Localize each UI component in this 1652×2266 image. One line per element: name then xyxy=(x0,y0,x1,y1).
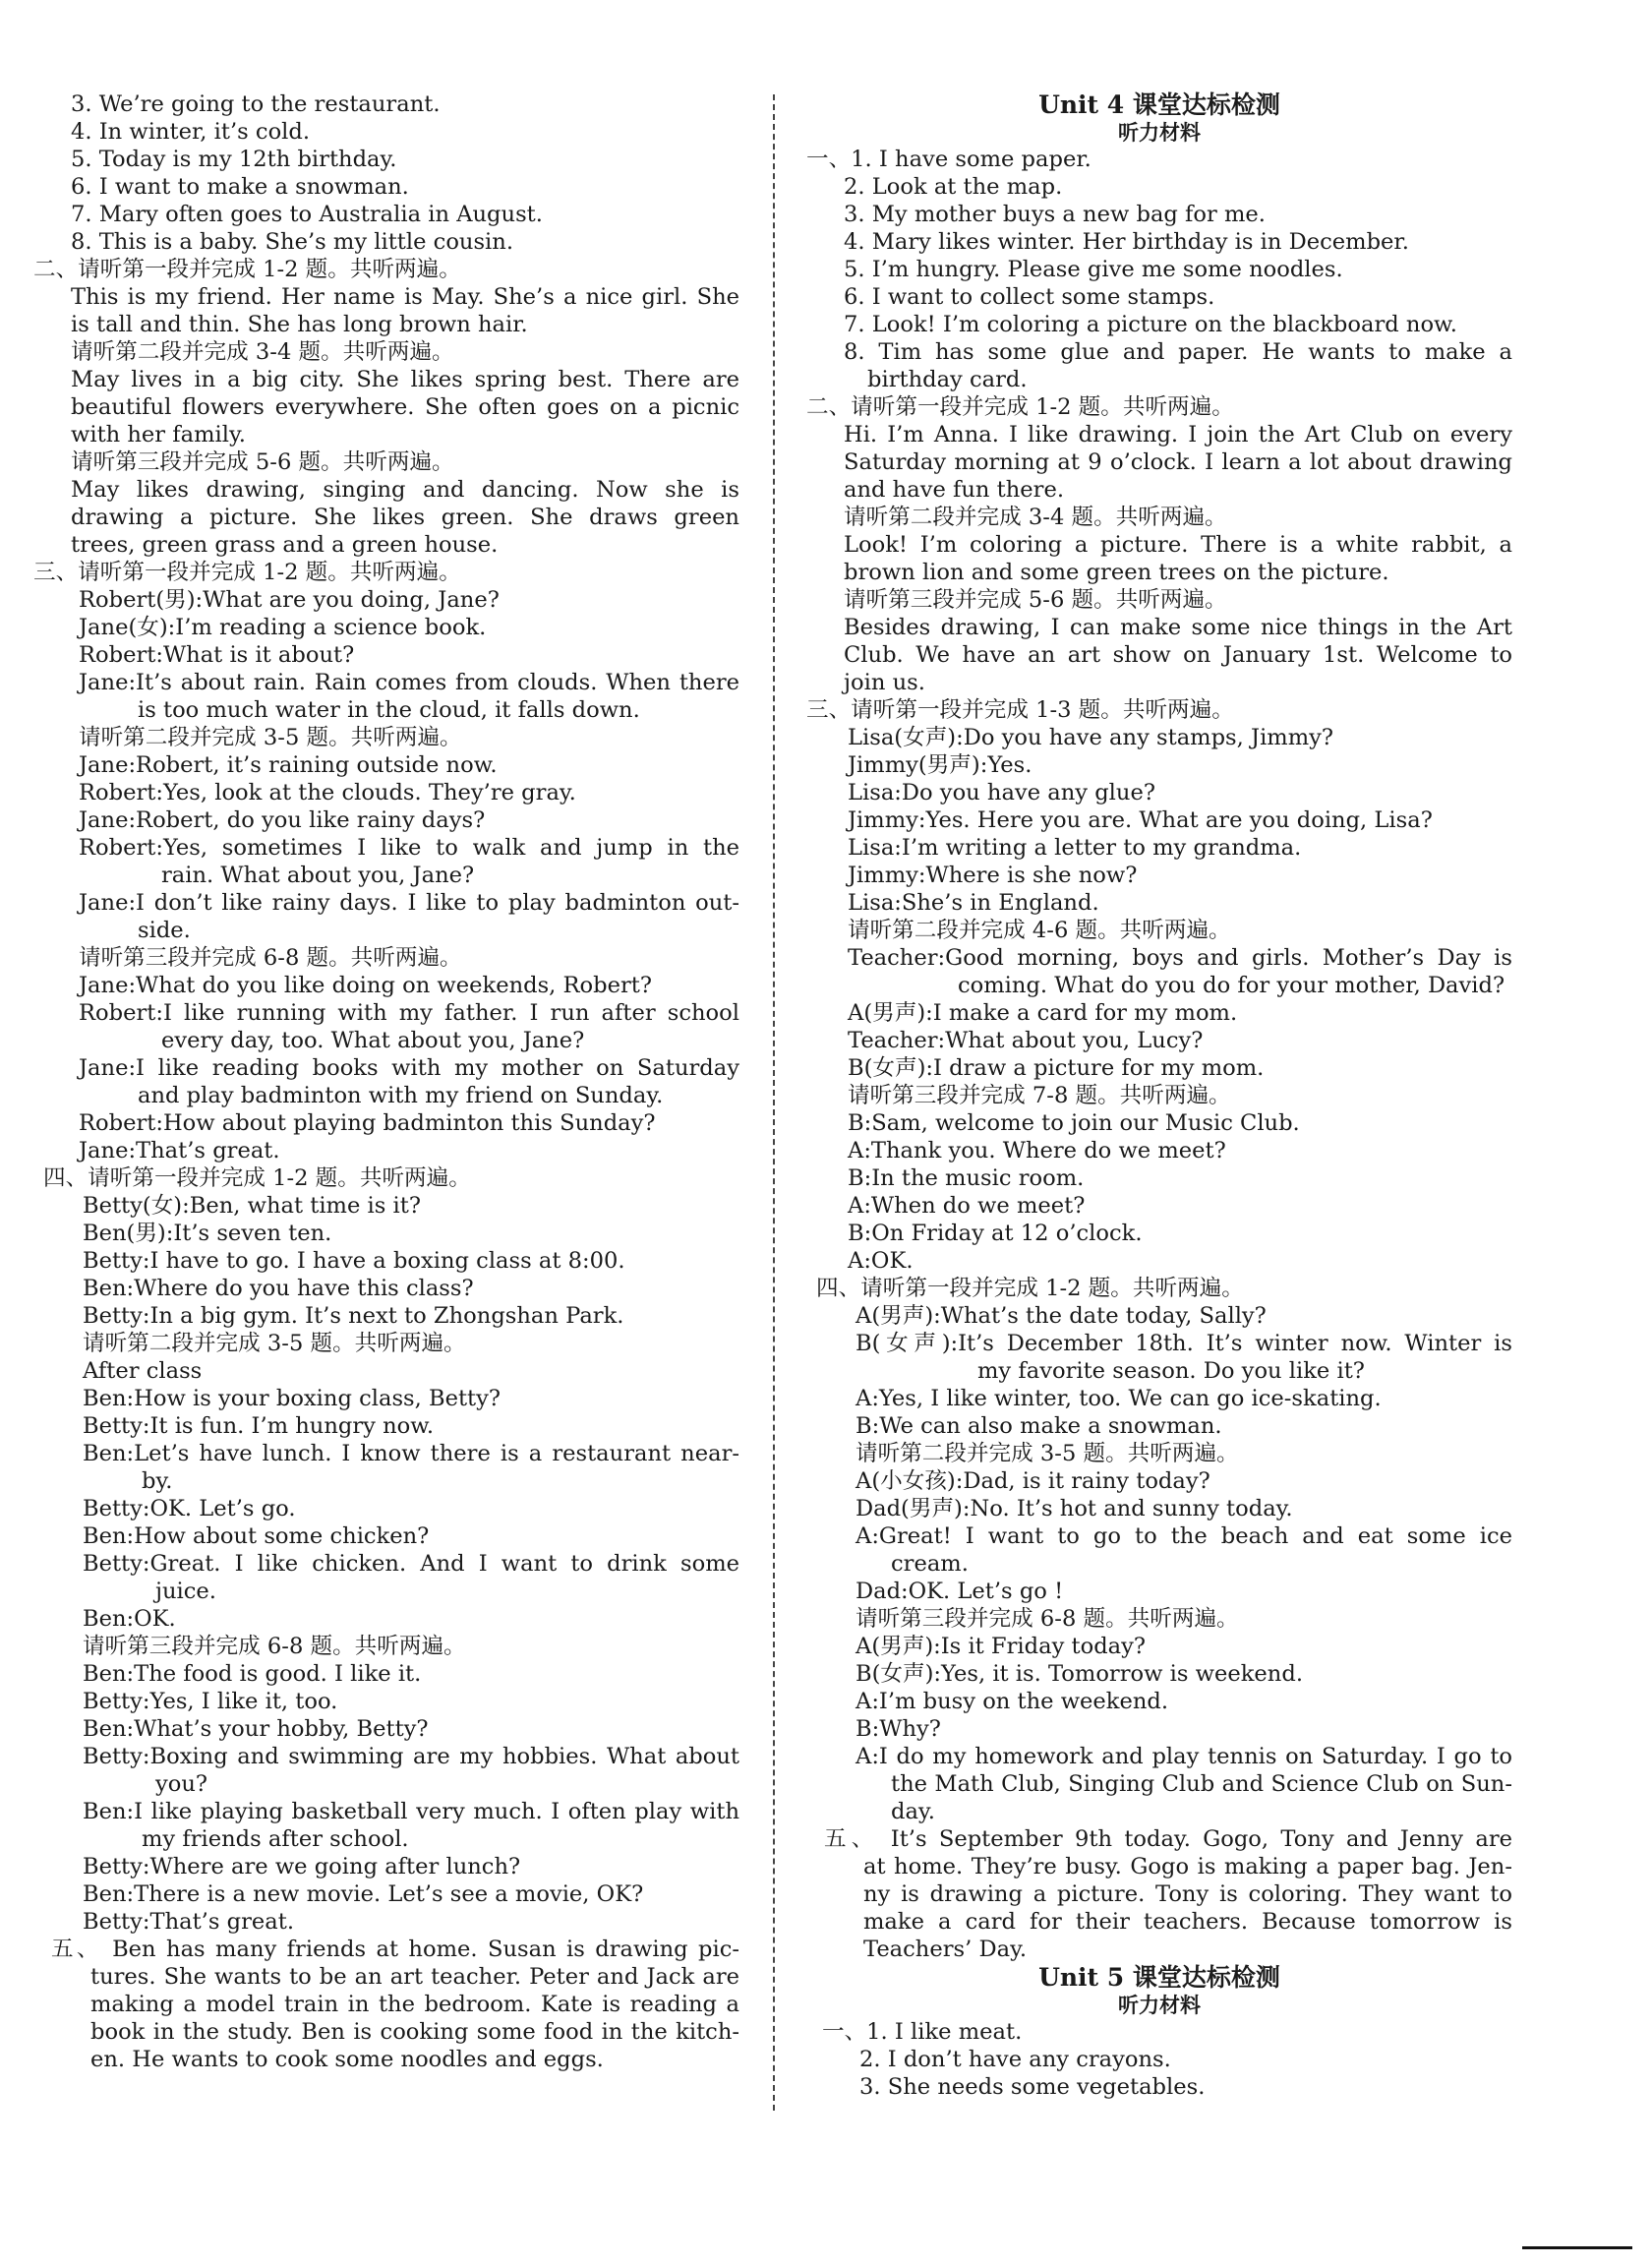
line-text: Betty:Boxing and swimming are my hobbies. What about xyxy=(83,1744,739,1769)
text-line xyxy=(806,1770,1512,1798)
text-line xyxy=(806,1908,1512,1936)
text-line xyxy=(806,1357,1512,1385)
text-line xyxy=(33,806,739,834)
text-line xyxy=(806,1578,1512,1605)
text-line xyxy=(806,1853,1512,1880)
line-text: 5. Today is my 12th birthday. xyxy=(71,147,397,172)
line-text: coming. What do you do for your mother, David? xyxy=(958,973,1505,998)
line-text: Lisa:Do you have any glue? xyxy=(848,780,1155,805)
text-line xyxy=(806,283,1512,311)
line-text: Ben(男):It’s seven ten. xyxy=(83,1221,332,1246)
text-line xyxy=(806,834,1512,862)
text-line xyxy=(33,393,739,421)
text-line xyxy=(33,917,739,944)
text-line xyxy=(33,1247,739,1275)
text-line xyxy=(33,366,739,393)
text-line xyxy=(806,1880,1512,1908)
line-text: Betty:OK. Let’s go. xyxy=(83,1496,296,1521)
line-text: 请听第三段并完成 6-8 题。共听两遍。 xyxy=(79,945,462,971)
line-text: 5. I’m hungry. Please give me some noodles. xyxy=(844,257,1343,282)
text-line xyxy=(806,1495,1512,1522)
line-text: This is my friend. Her name is May. She’s a nice girl. She xyxy=(71,284,739,310)
line-text: Betty:It is fun. I’m hungry now. xyxy=(83,1413,435,1439)
line-text: Lisa:She’s in England. xyxy=(848,890,1099,916)
line-text: ny is drawing a picture. Tony is coloring. They want to xyxy=(863,1881,1512,1907)
text-line xyxy=(33,1330,739,1357)
text-line xyxy=(806,256,1512,283)
text-line xyxy=(33,1550,739,1578)
line-text: 8. This is a baby. She’s my little cousin. xyxy=(71,229,514,255)
text-line xyxy=(806,1440,1512,1467)
line-text: B:In the music room. xyxy=(848,1165,1085,1191)
line-text: rain. What about you, Jane? xyxy=(161,863,475,888)
line-text: the Math Club, Singing Club and Science Club on Sun- xyxy=(891,1771,1512,1797)
line-text: 请听第三段并完成 5-6 题。共听两遍。 xyxy=(844,587,1227,613)
text-line xyxy=(33,559,739,586)
line-text: 8. Tim has some glue and paper. He wants to make a xyxy=(844,339,1512,365)
text-line xyxy=(806,972,1512,999)
line-text: Jane:Robert, do you like rainy days? xyxy=(79,807,486,833)
line-text: Jane:Robert, it’s raining outside now. xyxy=(79,752,498,778)
text-line xyxy=(33,311,739,338)
line-text: 五、 It’s September 9th today. Gogo, Tony and Jenny are xyxy=(824,1826,1512,1852)
line-text: birthday card. xyxy=(867,367,1028,392)
line-text: 三、请听第一段并完成 1-2 题。共听两遍。 xyxy=(33,560,461,585)
line-text: After class xyxy=(83,1358,203,1384)
text-line xyxy=(33,1192,739,1220)
text-line xyxy=(33,669,739,696)
line-text: Betty:Yes, I like it, too. xyxy=(83,1689,338,1714)
text-line xyxy=(33,779,739,806)
line-text: 请听第二段并完成 3-5 题。共听两遍。 xyxy=(79,725,462,750)
text-line xyxy=(33,256,739,283)
text-line xyxy=(33,146,739,173)
text-line xyxy=(33,338,739,366)
line-text: you? xyxy=(155,1771,208,1797)
text-line xyxy=(33,724,739,751)
text-line xyxy=(806,1164,1512,1192)
section-subtitle xyxy=(806,120,1512,146)
text-line xyxy=(33,696,739,724)
text-line xyxy=(806,1715,1512,1743)
text-line xyxy=(806,366,1512,393)
line-text: day. xyxy=(891,1799,935,1824)
line-text: Saturday morning at 9 o’clock. I learn a lot about drawing xyxy=(844,449,1512,475)
right-column xyxy=(806,90,1512,2101)
line-text: A:Thank you. Where do we meet? xyxy=(848,1138,1226,1163)
text-line xyxy=(33,586,739,614)
line-text: B:On Friday at 12 o’clock. xyxy=(848,1221,1143,1246)
text-line xyxy=(806,669,1512,696)
text-line xyxy=(806,944,1512,972)
text-line xyxy=(33,999,739,1027)
line-text: Lisa:I’m writing a letter to my grandma. xyxy=(848,835,1302,861)
line-text: A(男声):I make a card for my mom. xyxy=(848,1000,1238,1026)
text-line xyxy=(33,283,739,311)
line-text: Ben:How about some chicken? xyxy=(83,1523,430,1549)
line-text: 3. She needs some vegetables. xyxy=(859,2074,1206,2100)
text-line xyxy=(33,1302,739,1330)
text-line xyxy=(33,1137,739,1164)
line-text: A(男声):What’s the date today, Sally? xyxy=(856,1303,1267,1329)
text-line xyxy=(806,1743,1512,1770)
line-text: join us. xyxy=(844,670,925,695)
line-text: 2. I don’t have any crayons. xyxy=(859,2047,1171,2072)
text-line xyxy=(806,586,1512,614)
line-text: 听力材料 xyxy=(1118,1993,1201,2017)
line-text: 请听第三段并完成 5-6 题。共听两遍。 xyxy=(71,449,454,475)
line-text: tures. She wants to be an art teacher. Peter and Jack are xyxy=(90,1964,739,1990)
text-line xyxy=(33,1633,739,1660)
line-text: Dad(男声):No. It’s hot and sunny today. xyxy=(856,1496,1293,1521)
text-line xyxy=(806,1109,1512,1137)
bottom-rule xyxy=(1522,2246,1632,2249)
text-line xyxy=(33,448,739,476)
text-line xyxy=(806,696,1512,724)
section-subtitle xyxy=(806,1993,1512,2018)
line-text: Betty(女):Ben, what time is it? xyxy=(83,1193,421,1219)
text-line xyxy=(33,90,739,118)
text-line xyxy=(806,641,1512,669)
line-text: 2. Look at the map. xyxy=(844,174,1063,200)
line-text: juice. xyxy=(155,1579,216,1604)
line-text: Ben:There is a new movie. Let’s see a movie, OK? xyxy=(83,1881,644,1907)
text-line xyxy=(806,201,1512,228)
line-text: 请听第二段并完成 3-5 题。共听两遍。 xyxy=(83,1331,466,1356)
text-line xyxy=(33,1908,739,1936)
text-line xyxy=(33,862,739,889)
text-line xyxy=(33,2018,739,2046)
line-text: May lives in a big city. She likes spring best. There are xyxy=(71,367,739,392)
text-line xyxy=(806,751,1512,779)
line-text: A(小女孩):Dad, is it rainy today? xyxy=(856,1468,1210,1494)
text-line xyxy=(806,917,1512,944)
line-text: 4. In winter, it’s cold. xyxy=(71,119,311,145)
line-text: 请听第三段并完成 6-8 题。共听两遍。 xyxy=(856,1606,1239,1632)
text-line xyxy=(33,1880,739,1908)
text-line xyxy=(33,1743,739,1770)
line-text: 请听第二段并完成 3-4 题。共听两遍。 xyxy=(844,505,1227,530)
line-text: Teachers’ Day. xyxy=(863,1937,1028,1962)
line-text: 一、1. I have some paper. xyxy=(806,147,1092,172)
line-text: Hi. I’m Anna. I like drawing. I join the Art Club on every xyxy=(844,422,1512,447)
line-text: 二、请听第一段并完成 1-2 题。共听两遍。 xyxy=(806,394,1234,420)
line-text: 四、请听第一段并完成 1-2 题。共听两遍。 xyxy=(43,1165,471,1191)
text-line xyxy=(33,1385,739,1412)
line-text: Ben:What’s your hobby, Betty? xyxy=(83,1716,429,1742)
line-text: Jane:That’s great. xyxy=(79,1138,280,1163)
text-line xyxy=(806,1467,1512,1495)
text-line xyxy=(806,228,1512,256)
line-text: Betty:In a big gym. It’s next to Zhongshan Park. xyxy=(83,1303,624,1329)
text-line xyxy=(33,641,739,669)
text-line xyxy=(33,1082,739,1109)
text-line xyxy=(33,1605,739,1633)
line-text: 3. My mother buys a new bag for me. xyxy=(844,202,1266,227)
text-line xyxy=(33,1715,739,1743)
text-line xyxy=(806,1027,1512,1054)
line-text: Teacher:Good morning, boys and girls. Mother’s Day is xyxy=(848,945,1512,971)
text-line xyxy=(806,476,1512,504)
line-text: with her family. xyxy=(71,422,246,447)
line-text: Betty:Great. I like chicken. And I want to drink some xyxy=(83,1551,739,1577)
text-line xyxy=(33,614,739,641)
line-text: making a model train in the bedroom. Kate is reading a xyxy=(90,1992,739,2017)
line-text: Jimmy(男声):Yes. xyxy=(848,752,1032,778)
line-text: 7. Look! I’m coloring a picture on the blackboard now. xyxy=(844,312,1457,337)
line-text: 6. I want to collect some stamps. xyxy=(844,284,1215,310)
text-line xyxy=(33,972,739,999)
text-line xyxy=(33,889,739,917)
text-line xyxy=(33,1164,739,1192)
text-line xyxy=(806,1412,1512,1440)
text-line xyxy=(806,862,1512,889)
text-line xyxy=(806,1082,1512,1109)
line-text: Jimmy:Yes. Here you are. What are you doing, Lisa? xyxy=(848,807,1433,833)
line-text: Robert:What is it about? xyxy=(79,642,355,668)
line-text: by. xyxy=(142,1468,173,1494)
text-line xyxy=(33,1578,739,1605)
text-line xyxy=(33,1688,739,1715)
text-line xyxy=(33,834,739,862)
line-text: Ben:Where do you have this class? xyxy=(83,1276,474,1301)
text-line xyxy=(806,1825,1512,1853)
line-text: Jane:I like reading books with my mother on Saturday xyxy=(79,1055,739,1081)
line-text: A:Great! I want to go to the beach and eat some ice xyxy=(856,1523,1512,1549)
text-line xyxy=(806,393,1512,421)
line-text: B:Why? xyxy=(856,1716,941,1742)
line-text: 五、 Ben has many friends at home. Susan is drawing pic- xyxy=(51,1937,739,1962)
text-line xyxy=(33,1275,739,1302)
text-line xyxy=(806,1936,1512,1963)
text-line xyxy=(33,2046,739,2073)
text-line xyxy=(33,1109,739,1137)
text-line xyxy=(33,1991,739,2018)
line-text: 请听第二段并完成 3-5 题。共听两遍。 xyxy=(856,1441,1239,1466)
text-line xyxy=(806,1798,1512,1825)
text-line xyxy=(806,999,1512,1027)
line-text: Ben:The food is good. I like it. xyxy=(83,1661,422,1687)
line-text: brown lion and some green trees on the picture. xyxy=(844,560,1389,585)
text-line xyxy=(806,1688,1512,1715)
line-text: en. He wants to cook some noodles and eggs. xyxy=(90,2047,604,2072)
line-text: my favorite season. Do you like it? xyxy=(977,1358,1365,1384)
line-text: 三、请听第一段并完成 1-3 题。共听两遍。 xyxy=(806,697,1234,723)
line-text: A:OK. xyxy=(848,1248,914,1274)
line-text: A:When do we meet? xyxy=(848,1193,1086,1219)
line-text: Unit 4 课堂达标检测 xyxy=(1038,90,1280,119)
line-text: 请听第二段并完成 3-4 题。共听两遍。 xyxy=(71,339,454,365)
text-line xyxy=(33,476,739,504)
line-text: B(女声):Yes, it is. Tomorrow is weekend. xyxy=(856,1661,1303,1687)
line-text: B:Sam, welcome to join our Music Club. xyxy=(848,1110,1300,1136)
line-text: Jane(女):I’m reading a science book. xyxy=(79,615,487,640)
line-text: 6. I want to make a snowman. xyxy=(71,174,409,200)
text-line xyxy=(806,338,1512,366)
line-text: A:Yes, I like winter, too. We can go ice-skating. xyxy=(856,1386,1382,1411)
text-line xyxy=(806,2046,1512,2073)
left-column xyxy=(33,90,739,2073)
text-line xyxy=(806,173,1512,201)
line-text: book in the study. Ben is cooking some food in the kitch- xyxy=(90,2019,739,2045)
text-line xyxy=(806,806,1512,834)
text-line xyxy=(806,1660,1512,1688)
text-line xyxy=(806,559,1512,586)
text-line xyxy=(806,2073,1512,2101)
line-text: Betty:I have to go. I have a boxing class at 8:00. xyxy=(83,1248,625,1274)
text-line xyxy=(806,448,1512,476)
line-text: 请听第三段并完成 7-8 题。共听两遍。 xyxy=(848,1083,1231,1108)
line-text: Look! I’m coloring a picture. There is a white rabbit, a xyxy=(844,532,1512,558)
text-line xyxy=(806,1275,1512,1302)
text-line xyxy=(33,1798,739,1825)
text-line xyxy=(806,1605,1512,1633)
text-line xyxy=(806,889,1512,917)
line-text: 3. We’re going to the restaurant. xyxy=(71,91,441,117)
line-text: Teacher:What about you, Lucy? xyxy=(848,1028,1204,1053)
line-text: Betty:Where are we going after lunch? xyxy=(83,1854,521,1879)
line-text: Robert:Yes, sometimes I like to walk and jump in the xyxy=(79,835,739,861)
text-line xyxy=(33,1467,739,1495)
text-line xyxy=(806,2018,1512,2046)
line-text: Ben:How is your boxing class, Betty? xyxy=(83,1386,502,1411)
text-line xyxy=(806,614,1512,641)
line-text: Robert(男):What are you doing, Jane? xyxy=(79,587,500,613)
text-line xyxy=(33,173,739,201)
text-line xyxy=(33,1853,739,1880)
text-line xyxy=(806,311,1512,338)
text-line xyxy=(806,724,1512,751)
text-line xyxy=(806,504,1512,531)
text-line xyxy=(33,1660,739,1688)
line-text: is tall and thin. She has long brown hair. xyxy=(71,312,528,337)
text-line xyxy=(806,1247,1512,1275)
unit-title xyxy=(806,1963,1512,1993)
text-line xyxy=(806,1550,1512,1578)
line-text: Lisa(女声):Do you have any stamps, Jimmy? xyxy=(848,725,1334,750)
text-line xyxy=(33,1027,739,1054)
line-text: B(女声):It’s December 18th. It’s winter now. Winter is xyxy=(856,1331,1512,1356)
line-text: 二、请听第一段并完成 1-2 题。共听两遍。 xyxy=(33,257,461,282)
line-text: every day, too. What about you, Jane? xyxy=(161,1028,585,1053)
line-text: Ben:Let’s have lunch. I know there is a restaurant near- xyxy=(83,1441,739,1466)
text-line xyxy=(33,751,739,779)
text-line xyxy=(33,1054,739,1082)
text-line xyxy=(806,1054,1512,1082)
line-text: B:We can also make a snowman. xyxy=(856,1413,1222,1439)
text-line xyxy=(806,779,1512,806)
line-text: and have fun there. xyxy=(844,477,1065,503)
column-divider xyxy=(773,94,775,2111)
text-line xyxy=(33,1825,739,1853)
line-text: A:I do my homework and play tennis on Saturday. I go to xyxy=(856,1744,1512,1769)
text-line xyxy=(33,1220,739,1247)
line-text: make a card for their teachers. Because tomorrow is xyxy=(863,1909,1512,1935)
line-text: cream. xyxy=(891,1551,969,1577)
line-text: is too much water in the cloud, it falls down. xyxy=(138,697,640,723)
line-text: my friends after school. xyxy=(142,1826,409,1852)
line-text: Besides drawing, I can make some nice things in the Art xyxy=(844,615,1512,640)
line-text: B(女声):I draw a picture for my mom. xyxy=(848,1055,1265,1081)
line-text: and play badminton with my friend on Sunday. xyxy=(138,1083,664,1108)
line-text: Dad:OK. Let’s go ! xyxy=(856,1579,1064,1604)
text-line xyxy=(33,1357,739,1385)
line-text: May likes drawing, singing and dancing. Now she is xyxy=(71,477,739,503)
text-line xyxy=(33,1522,739,1550)
text-line xyxy=(806,1302,1512,1330)
line-text: Jane:I don’t like rainy days. I like to play badminton out- xyxy=(79,890,739,916)
text-line xyxy=(806,1137,1512,1164)
unit-title xyxy=(806,90,1512,120)
line-text: Jane:It’s about rain. Rain comes from clouds. When there xyxy=(79,670,739,695)
text-line xyxy=(806,531,1512,559)
text-line xyxy=(33,1412,739,1440)
line-text: Betty:That’s great. xyxy=(83,1909,295,1935)
text-line xyxy=(806,1522,1512,1550)
text-line xyxy=(33,1495,739,1522)
text-line xyxy=(33,1936,739,1963)
text-line xyxy=(33,118,739,146)
line-text: Robert:I like running with my father. I run after school xyxy=(79,1000,739,1026)
line-text: beautiful flowers everywhere. She often goes on a picnic xyxy=(71,394,739,420)
line-text: 4. Mary likes winter. Her birthday is in December. xyxy=(844,229,1409,255)
text-line xyxy=(806,146,1512,173)
text-line xyxy=(33,531,739,559)
line-text: drawing a picture. She likes green. She draws green xyxy=(71,505,739,530)
line-text: at home. They’re busy. Gogo is making a paper bag. Jen- xyxy=(863,1854,1512,1879)
line-text: Jimmy:Where is she now? xyxy=(848,863,1138,888)
text-line xyxy=(806,1385,1512,1412)
line-text: 一、1. I like meat. xyxy=(822,2019,1023,2045)
text-line xyxy=(33,1770,739,1798)
line-text: Club. We have an art show on January 1st. Welcome to xyxy=(844,642,1512,668)
text-line xyxy=(33,421,739,448)
line-text: Ben:I like playing basketball very much. I often play with xyxy=(83,1799,739,1824)
text-line xyxy=(806,1220,1512,1247)
text-line xyxy=(33,944,739,972)
text-line xyxy=(806,1330,1512,1357)
line-text: Robert:How about playing badminton this Sunday? xyxy=(79,1110,656,1136)
text-line xyxy=(33,1440,739,1467)
line-text: Unit 5 课堂达标检测 xyxy=(1038,1963,1280,1992)
line-text: trees, green grass and a green house. xyxy=(71,532,499,558)
line-text: 7. Mary often goes to Australia in August. xyxy=(71,202,543,227)
line-text: Ben:OK. xyxy=(83,1606,176,1632)
line-text: A(男声):Is it Friday today? xyxy=(856,1634,1147,1659)
text-line xyxy=(33,504,739,531)
line-text: A:I’m busy on the weekend. xyxy=(856,1689,1169,1714)
text-line xyxy=(806,1633,1512,1660)
text-line xyxy=(33,1963,739,1991)
text-line xyxy=(33,201,739,228)
line-text: side. xyxy=(138,918,191,943)
line-text: Jane:What do you like doing on weekends, Robert? xyxy=(79,973,652,998)
text-line xyxy=(33,228,739,256)
text-line xyxy=(806,1192,1512,1220)
line-text: 听力材料 xyxy=(1118,120,1201,145)
text-line xyxy=(806,421,1512,448)
line-text: 四、请听第一段并完成 1-2 题。共听两遍。 xyxy=(816,1276,1244,1301)
line-text: 请听第二段并完成 4-6 题。共听两遍。 xyxy=(848,918,1231,943)
line-text: 请听第三段并完成 6-8 题。共听两遍。 xyxy=(83,1634,466,1659)
line-text: Robert:Yes, look at the clouds. They’re gray. xyxy=(79,780,576,805)
